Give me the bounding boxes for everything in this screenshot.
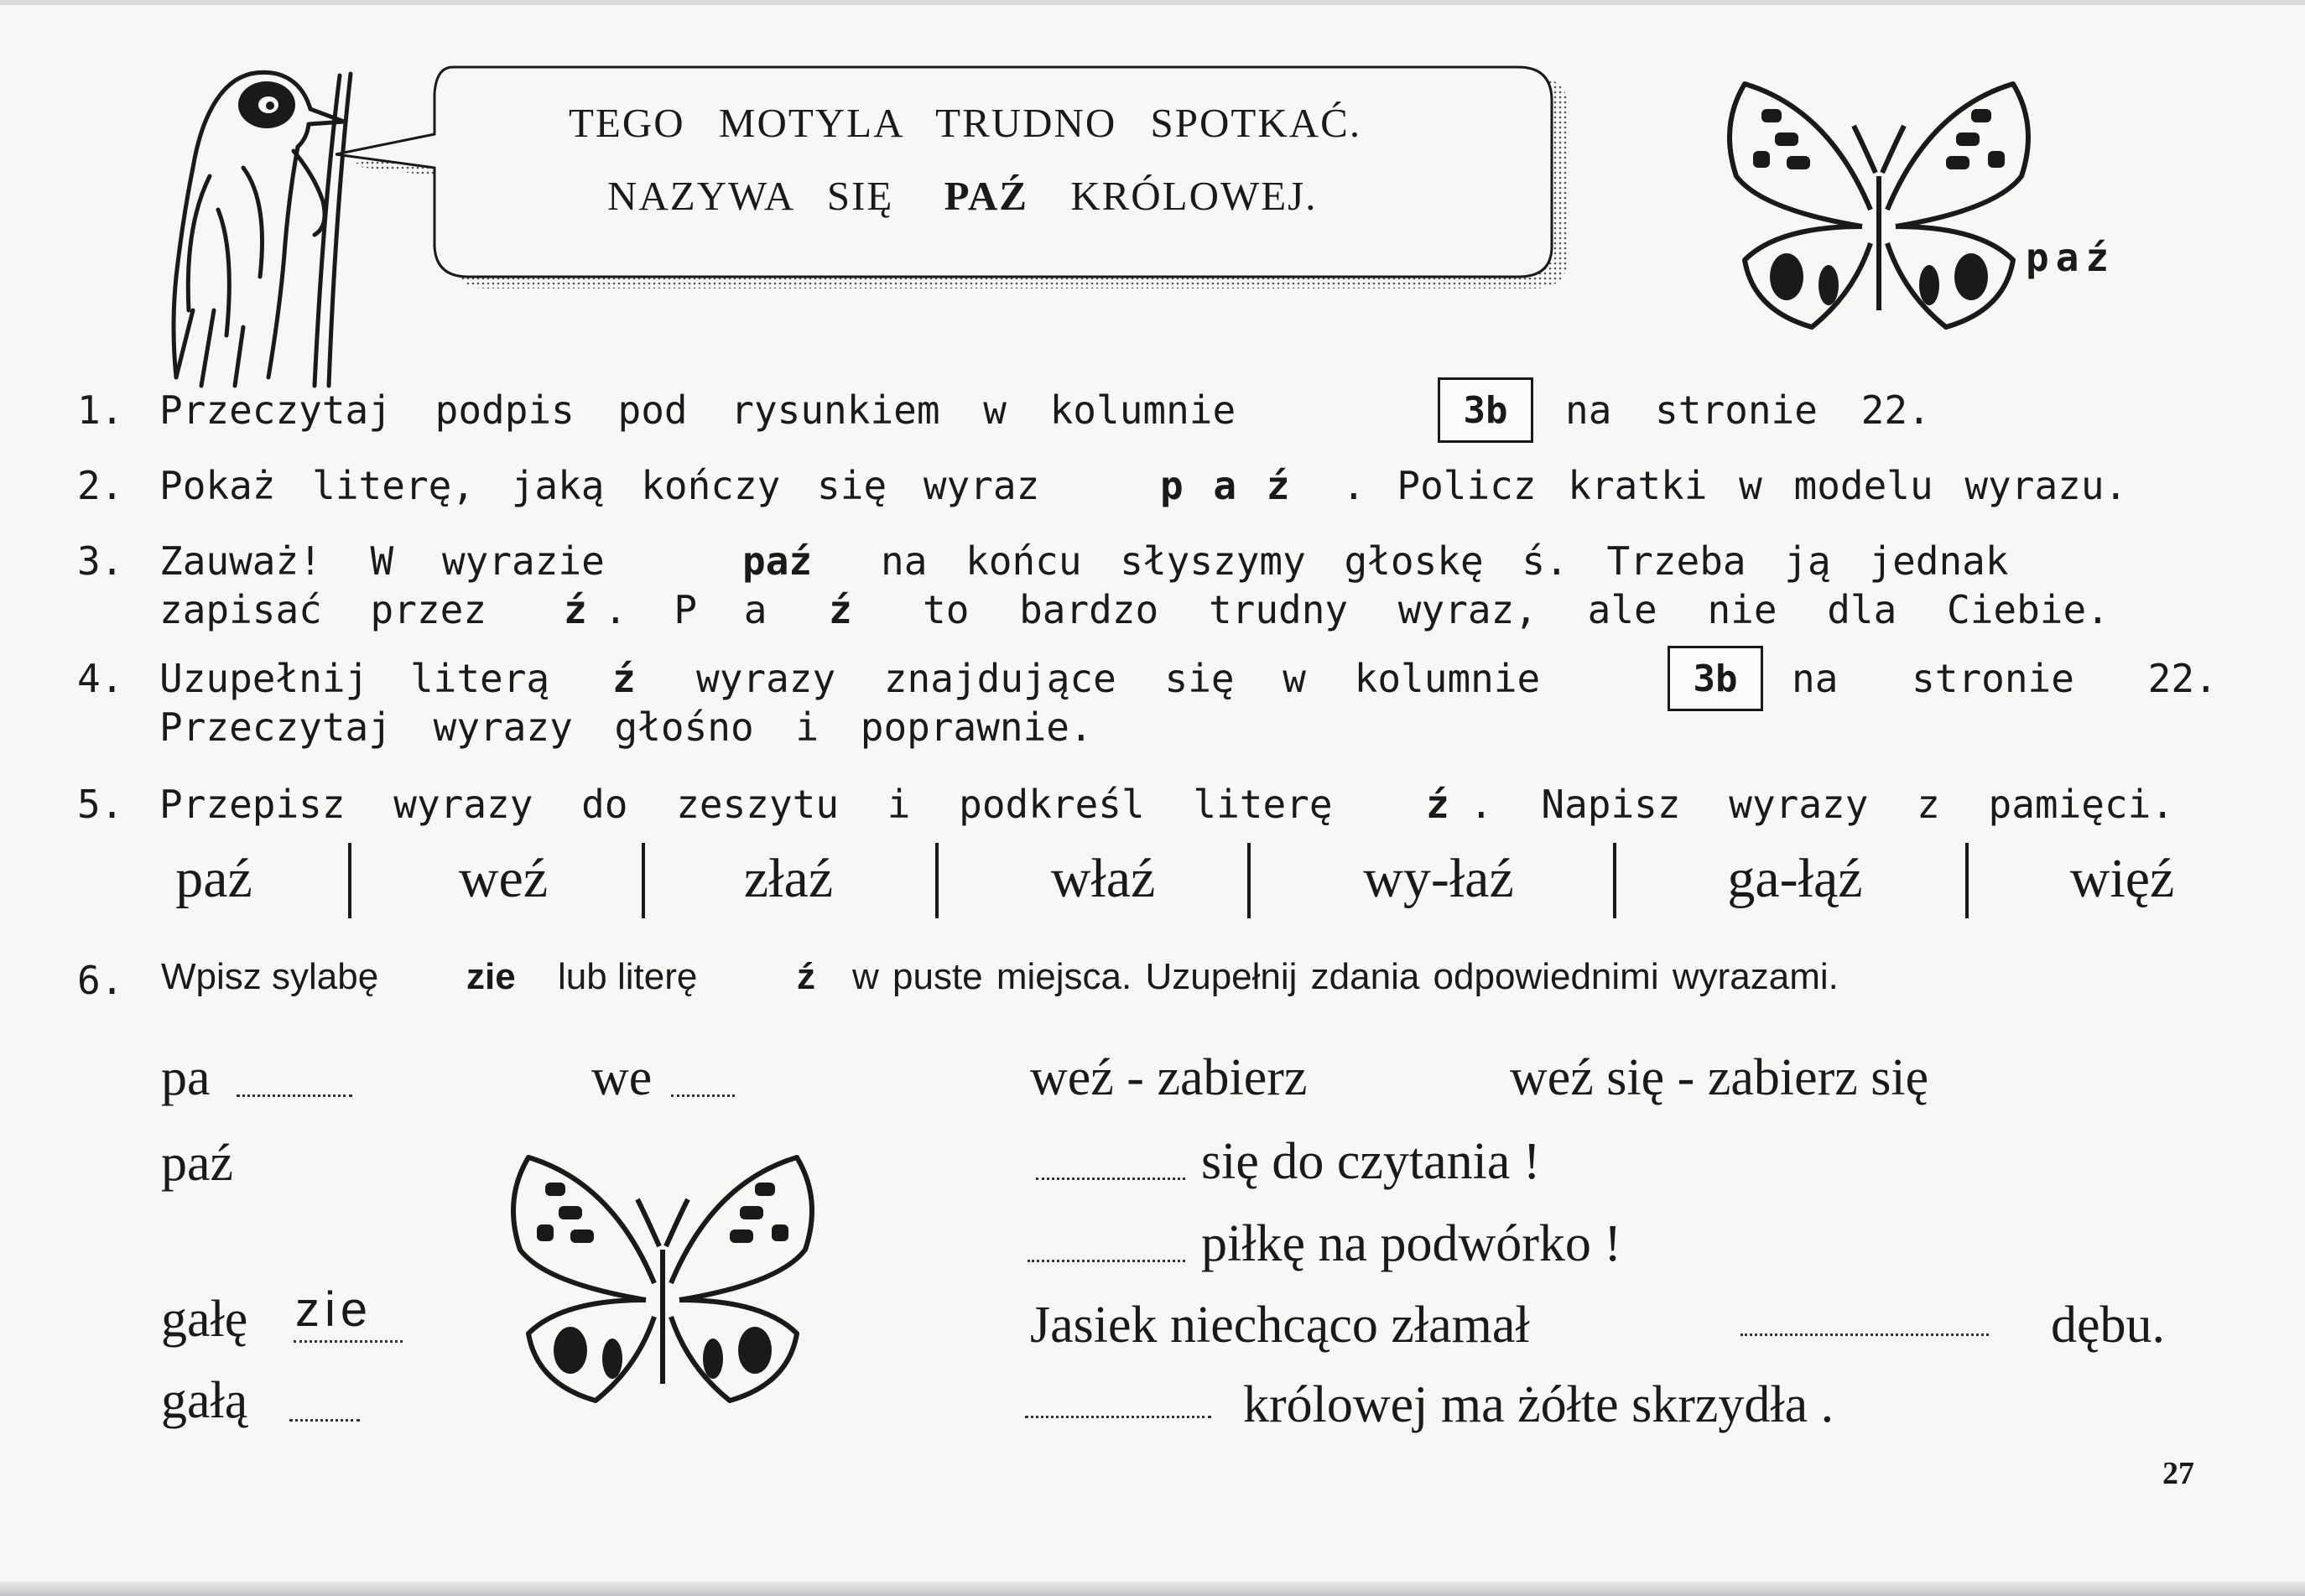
instruction-3-line-1-b: na końcu słyszymy głoskę ś. Trzeba ją jednak bbox=[881, 538, 2009, 584]
word-wez: weź bbox=[458, 848, 549, 909]
instruction-4-line-1-c: na stronie 22. bbox=[1792, 656, 2218, 701]
divider bbox=[1247, 843, 1251, 918]
instruction-3-line-2-d: to bardzo trudny wyraz, ale nie dla Ciebie. bbox=[923, 587, 2110, 632]
word-zlaz: złaź bbox=[743, 848, 834, 909]
instruction-2-text: Pokaż literę, jaką kończy się wyraz bbox=[159, 463, 1040, 508]
woodpecker-illustration bbox=[143, 59, 361, 394]
bubble-line-2 bbox=[607, 172, 1318, 220]
butterfly-illustration bbox=[495, 1149, 830, 1409]
instruction-number: 6. bbox=[77, 958, 124, 1003]
exercise-pa: pa bbox=[161, 1049, 211, 1106]
instruction-6-text-a: Wpisz sylabę bbox=[161, 956, 379, 997]
instruction-number: 2. bbox=[77, 463, 124, 508]
exercise-we: we bbox=[591, 1049, 653, 1106]
divider bbox=[642, 843, 645, 918]
sentence-4: królowej ma żółte skrzydła . bbox=[1243, 1376, 1834, 1433]
instruction-3-letter: ź bbox=[564, 587, 587, 632]
sentence-1: się do czytania ! bbox=[1201, 1133, 1541, 1190]
instruction-3-line-2-b: . P a bbox=[604, 587, 767, 632]
divider bbox=[1613, 843, 1616, 918]
butterfly-illustration bbox=[1711, 75, 2047, 335]
exercise-gala: gałą bbox=[161, 1372, 248, 1429]
bubble-line-2-a: NAZYWA SIĘ bbox=[607, 173, 894, 219]
instruction-4-line-2: Przeczytaj wyrazy głośno i poprawnie. bbox=[159, 704, 1093, 750]
sentence-2: piłkę na podwórko ! bbox=[1201, 1215, 1622, 1272]
blank-pa[interactable] bbox=[237, 1094, 352, 1097]
page-edge bbox=[0, 1582, 2305, 1596]
sentence-3-a: Jasiek niechcąco złamał bbox=[1030, 1297, 1530, 1354]
word-paz: paź bbox=[175, 848, 252, 909]
word-wy-laz: wy-łaź bbox=[1363, 848, 1514, 909]
instruction-number: 3. bbox=[77, 538, 124, 584]
page-edge bbox=[0, 0, 2305, 5]
word-wlaz: właź bbox=[1050, 848, 1156, 909]
instruction-1-text-end: na stronie 22. bbox=[1565, 387, 1931, 433]
blank-sentence-4[interactable] bbox=[1025, 1416, 1211, 1418]
exercise-paz: paź bbox=[161, 1135, 234, 1192]
instruction-3-line-2-a: zapisać przez bbox=[159, 587, 487, 632]
instruction-number: 1. bbox=[77, 387, 124, 433]
instruction-6-letter: ź bbox=[797, 956, 815, 997]
instruction-number: 4. bbox=[77, 656, 124, 701]
divider bbox=[348, 843, 351, 918]
instruction-4-line-1-b: wyrazy znajdujące się w kolumnie bbox=[696, 656, 1541, 701]
blank-gale[interactable] bbox=[294, 1340, 403, 1343]
exercise-gale: gałę bbox=[161, 1291, 248, 1348]
word-ga-laz: ga-łąź bbox=[1727, 848, 1863, 909]
hint-wez: weź - zabierz bbox=[1030, 1049, 1308, 1106]
instruction-5-letter: ź bbox=[1426, 782, 1449, 827]
blank-sentence-2[interactable] bbox=[1028, 1260, 1185, 1262]
hint-wez-sie: weź się - zabierz się bbox=[1510, 1049, 1929, 1106]
instruction-3-line-1-a: Zauważ! W wyrazie bbox=[159, 538, 605, 584]
column-box-3b: 3b bbox=[1438, 377, 1533, 443]
instruction-2-text-end: . Policz kratki w modelu wyrazu. bbox=[1342, 463, 2128, 508]
instruction-6-text-b: lub literę bbox=[558, 956, 698, 997]
instruction-3-word: paź bbox=[742, 538, 813, 584]
divider bbox=[935, 843, 939, 918]
butterfly-label: paź bbox=[2026, 235, 2116, 280]
instruction-3-letter-2: ź bbox=[829, 587, 852, 632]
instruction-1-text: Przeczytaj podpis pod rysunkiem w kolumnie bbox=[159, 387, 1236, 433]
blank-gala[interactable] bbox=[289, 1419, 360, 1422]
page-number: 27 bbox=[2162, 1456, 2194, 1491]
instruction-4-letter: ź bbox=[612, 656, 636, 701]
instruction-2-word: p a ź bbox=[1160, 463, 1293, 508]
divider bbox=[1965, 843, 1969, 918]
instruction-6-syllable: zie bbox=[466, 956, 516, 997]
blank-we[interactable] bbox=[671, 1094, 735, 1097]
instruction-6-text-c: w puste miejsca. Uzupełnij zdania odpowiednimi wyrazami. bbox=[852, 956, 1839, 997]
word-wiez: więź bbox=[2069, 848, 2175, 909]
instruction-5-text-end: . Napisz wyrazy z pamięci. bbox=[1470, 782, 2175, 827]
bubble-line-2-c: KRÓLOWEJ. bbox=[1070, 173, 1318, 219]
column-box-3b: 3b bbox=[1668, 646, 1763, 711]
sentence-3-b: dębu. bbox=[2051, 1297, 2166, 1354]
instruction-4-line-1-a: Uzupełnij literą bbox=[159, 656, 550, 701]
blank-sentence-3[interactable] bbox=[1740, 1333, 1989, 1336]
filled-syllable: zie bbox=[295, 1282, 373, 1337]
bubble-line-2-paz: PAŹ bbox=[944, 173, 1028, 219]
instruction-number: 5. bbox=[77, 782, 124, 827]
bubble-line-1: TEGO MOTYLA TRUDNO SPOTKAĆ. bbox=[569, 100, 1362, 146]
blank-sentence-1[interactable] bbox=[1036, 1178, 1185, 1180]
instruction-5-text: Przepisz wyrazy do zeszytu i podkreśl literę bbox=[159, 782, 1333, 827]
